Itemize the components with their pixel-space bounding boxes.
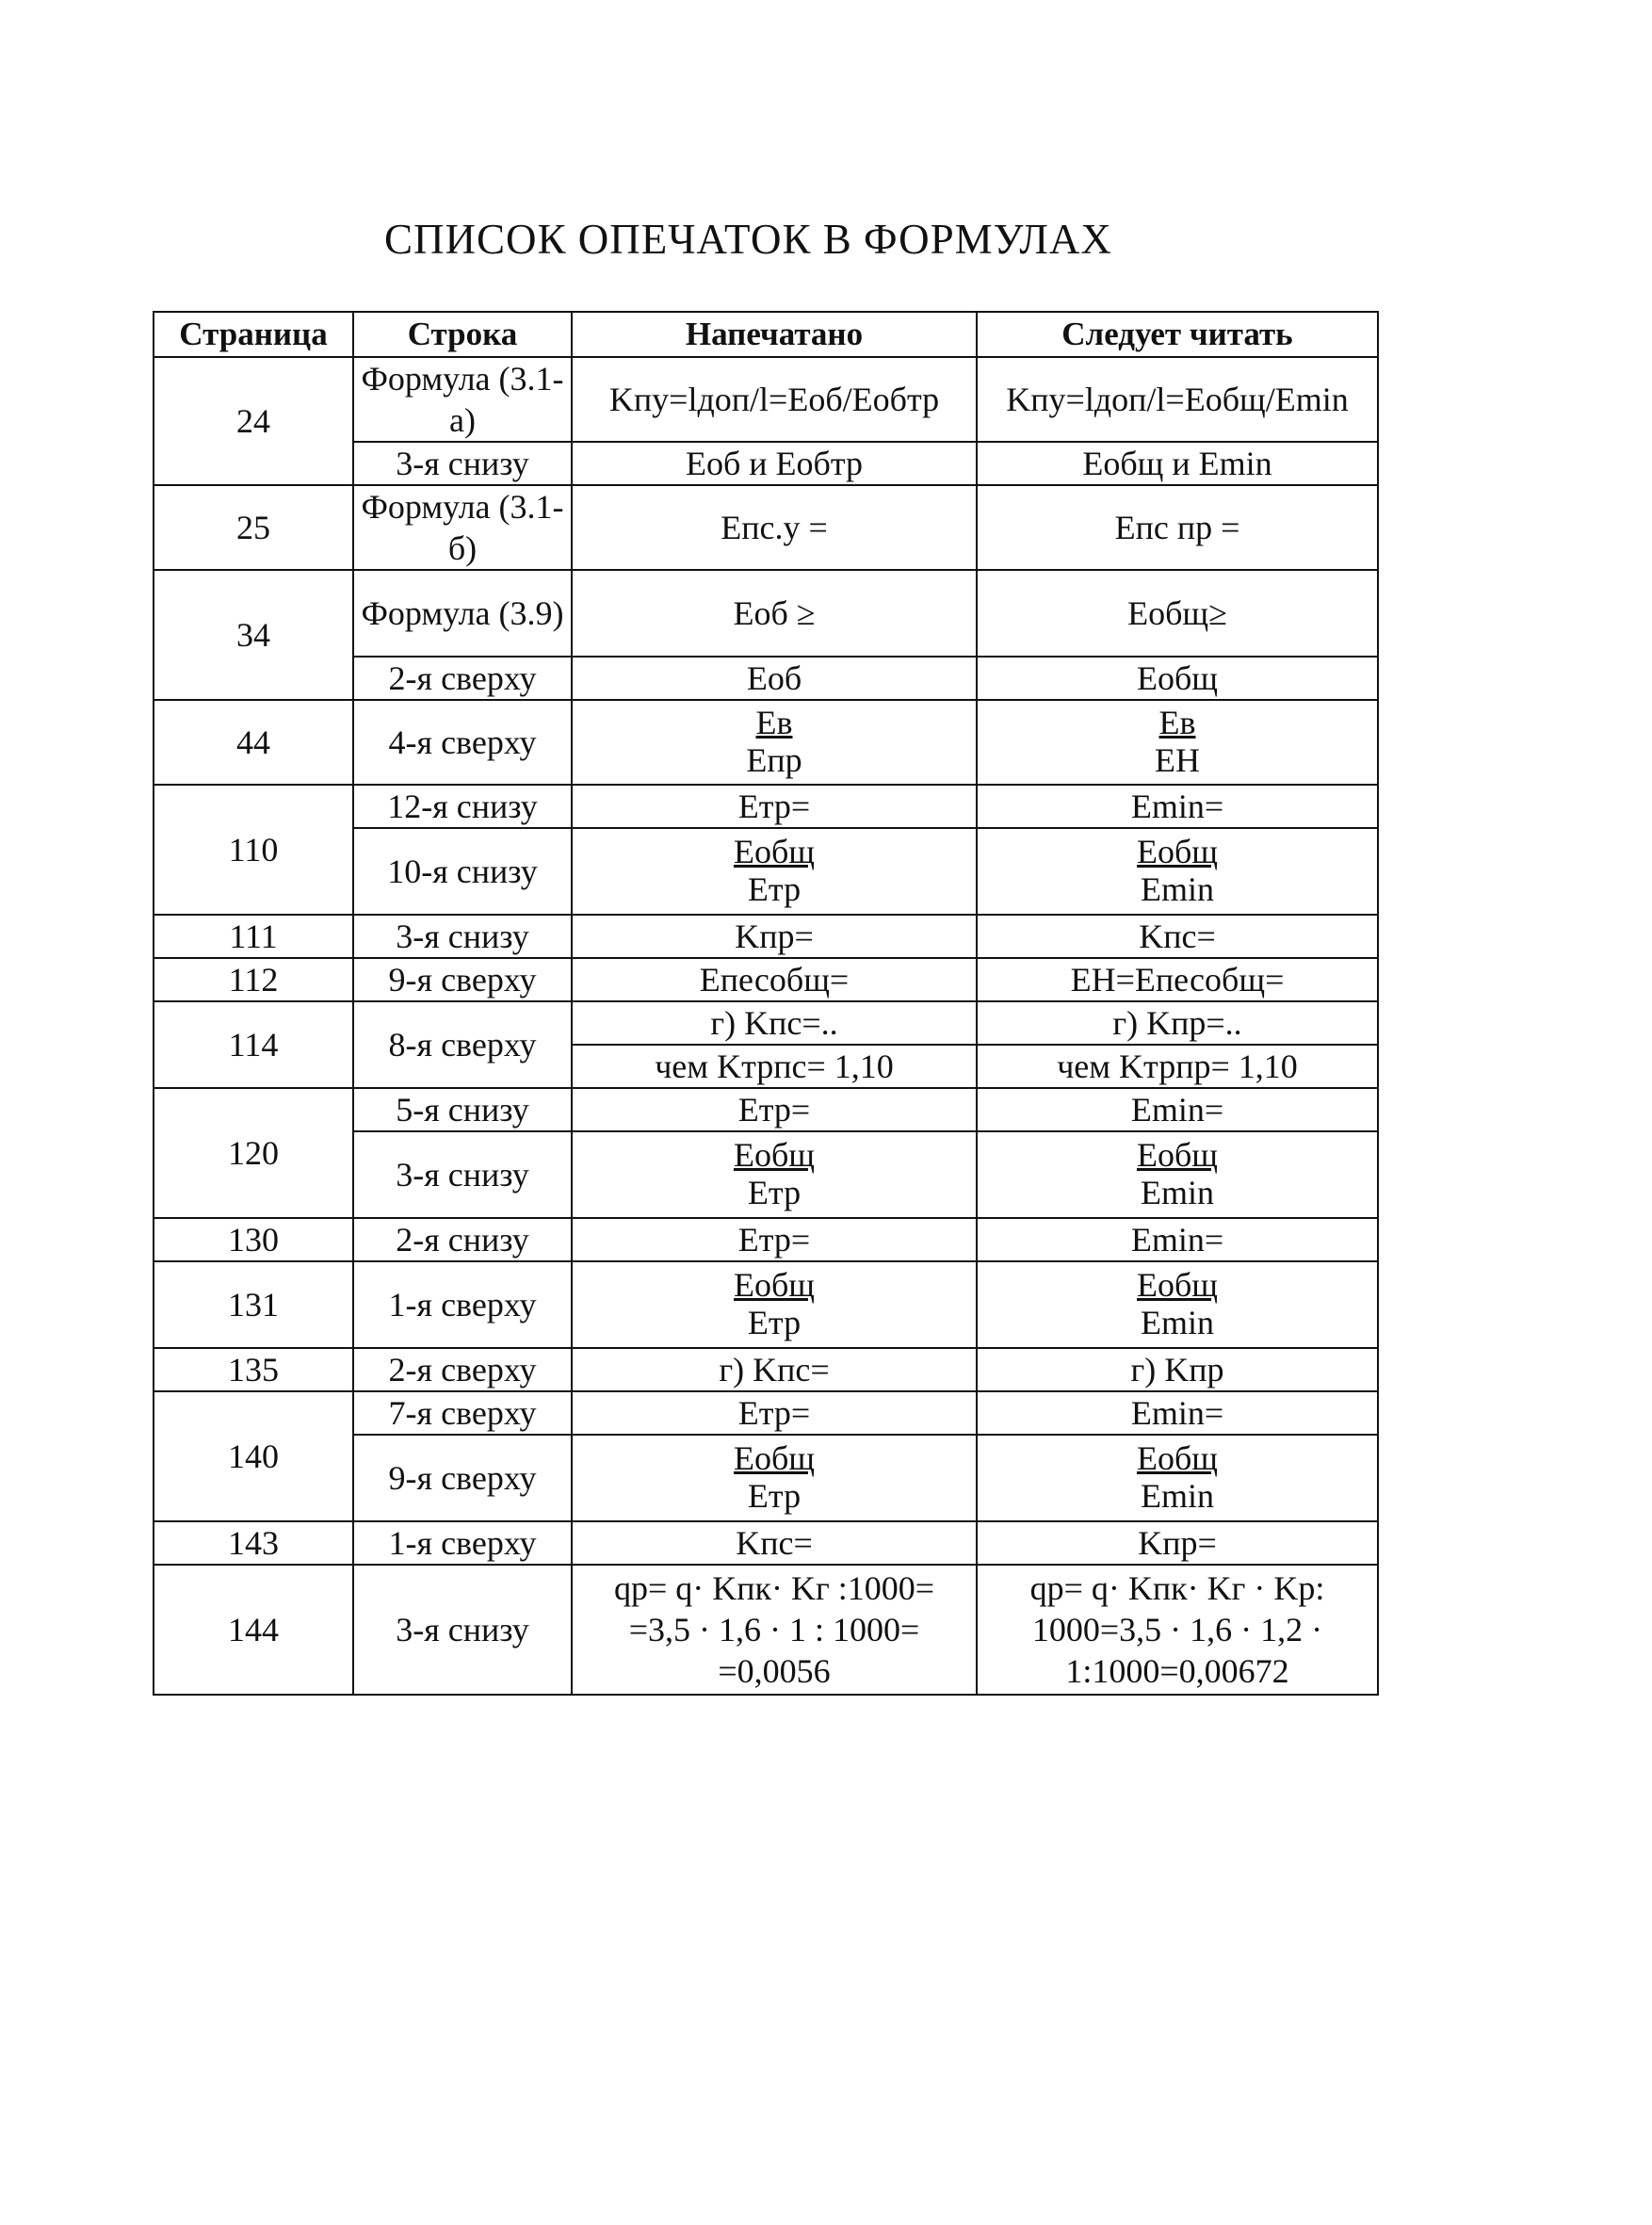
header-page: Страница (154, 312, 353, 357)
correct-cell: Eпс пр = (977, 485, 1378, 570)
page-cell: 144 (154, 1565, 353, 1695)
fraction (1137, 833, 1218, 908)
line-cell: 9-я сверху (353, 1435, 572, 1521)
printed-cell (572, 700, 977, 785)
table-row (154, 1521, 1378, 1565)
printed-cell (572, 828, 977, 915)
fraction-denominator: Eтр (747, 870, 802, 908)
fraction (1137, 1136, 1218, 1211)
correct-cell (977, 1131, 1378, 1218)
correct-cell: EН=Eпесобщ= (977, 958, 1378, 1001)
correct-cell (977, 1435, 1378, 1521)
fraction (746, 704, 802, 779)
printed-cell: Eпесобщ= (572, 958, 977, 1001)
correct-cell: Emin= (977, 1218, 1378, 1261)
table-row (154, 1261, 1378, 1348)
line-cell: 2-я сверху (353, 1348, 572, 1391)
line-cell: 10-я снизу (353, 828, 572, 915)
correct-cell: Emin= (977, 1391, 1378, 1435)
printed-cell: Eтр= (572, 1088, 977, 1131)
fraction (734, 1136, 815, 1211)
page-cell: 130 (154, 1218, 353, 1261)
fraction-numerator: Eобщ (733, 1266, 816, 1304)
fraction-numerator: Eобщ (1136, 833, 1219, 870)
correct-cell: Eобщ (977, 657, 1378, 700)
table-row (154, 1088, 1378, 1131)
fraction-denominator: Emin (1141, 1174, 1214, 1211)
table-row (154, 1001, 1378, 1045)
fraction (734, 1266, 815, 1341)
fraction (1155, 704, 1200, 779)
correct-cell: Kпр= (977, 1521, 1378, 1565)
fraction-denominator: Emin (1141, 870, 1214, 908)
correct-cell: Kпс= (977, 915, 1378, 958)
fraction (734, 833, 815, 908)
correct-cell: qр= q· Kпк· Kг · Kр: 1000=3,5 · 1,6 · 1,2 · 1:1000=0,00672 (977, 1565, 1378, 1695)
line-cell: 1-я сверху (353, 1261, 572, 1348)
printed-cell (572, 1131, 977, 1218)
fraction-denominator: Eтр (747, 1477, 802, 1515)
table-row (154, 1218, 1378, 1261)
line-cell: Формула (3.1-б) (353, 485, 572, 570)
fraction-denominator: Emin (1141, 1477, 1214, 1515)
correct-cell: чем Kтрпр= 1,10 (977, 1045, 1378, 1088)
line-cell: 1-я сверху (353, 1521, 572, 1565)
printed-cell (572, 1261, 977, 1348)
errata-table (153, 311, 1379, 1696)
header-printed: Напечатано (572, 312, 977, 357)
header-line: Строка (353, 312, 572, 357)
printed-cell: Eоб (572, 657, 977, 700)
fraction-denominator: EН (1155, 741, 1200, 779)
fraction-numerator: Eв (755, 704, 793, 741)
correct-cell (977, 828, 1378, 915)
line-cell: 2-я снизу (353, 1218, 572, 1261)
printed-cell: Kпр= (572, 915, 977, 958)
correct-cell: Emin= (977, 785, 1378, 828)
header-row (154, 312, 1378, 357)
page-cell: 25 (154, 485, 353, 570)
fraction-denominator: Eтр (747, 1174, 802, 1211)
fraction-numerator: Eобщ (733, 1439, 816, 1477)
page-cell: 114 (154, 1001, 353, 1088)
page-cell: 140 (154, 1391, 353, 1521)
page-cell: 44 (154, 700, 353, 785)
line-cell: Формула (3.9) (353, 570, 572, 657)
page-cell: 112 (154, 958, 353, 1001)
fraction (734, 1439, 815, 1515)
correct-cell: г) Kпр=.. (977, 1001, 1378, 1045)
page-cell: 24 (154, 357, 353, 485)
line-cell: 9-я сверху (353, 958, 572, 1001)
printed-cell: г) Kпс= (572, 1348, 977, 1391)
page-cell: 120 (154, 1088, 353, 1218)
line-cell: 3-я снизу (353, 442, 572, 485)
printed-cell: г) Kпс=.. (572, 1001, 977, 1045)
fraction-denominator: Eтр (747, 1304, 802, 1341)
correct-cell (977, 1261, 1378, 1348)
page-cell: 111 (154, 915, 353, 958)
table-row (154, 958, 1378, 1001)
table-row (154, 1391, 1378, 1435)
printed-cell: чем Kтрпс= 1,10 (572, 1045, 977, 1088)
line-cell: 5-я снизу (353, 1088, 572, 1131)
printed-cell: Kпу=lдоп/l=Eоб/Eобтр (572, 357, 977, 442)
table-row (154, 785, 1378, 828)
table-row (154, 700, 1378, 785)
fraction-denominator: Eпр (746, 741, 802, 779)
printed-cell: Eтр= (572, 1218, 977, 1261)
correct-cell: Kпу=lдоп/l=Eобщ/Emin (977, 357, 1378, 442)
table-row (154, 570, 1378, 657)
line-cell: 4-я сверху (353, 700, 572, 785)
correct-cell: Eобщ и Emin (977, 442, 1378, 485)
printed-cell: Eоб ≥ (572, 570, 977, 657)
fraction-numerator: Eобщ (1136, 1136, 1219, 1174)
line-cell: Формула (3.1-а) (353, 357, 572, 442)
line-cell: 3-я снизу (353, 1131, 572, 1218)
page-cell: 135 (154, 1348, 353, 1391)
correct-cell (977, 700, 1378, 785)
printed-cell: Eоб и Eобтр (572, 442, 977, 485)
fraction-numerator: Eобщ (1136, 1439, 1219, 1477)
page-cell: 143 (154, 1521, 353, 1565)
table-row (154, 1348, 1378, 1391)
printed-cell: Eтр= (572, 785, 977, 828)
fraction-numerator: Eв (1158, 704, 1196, 741)
fraction-denominator: Emin (1141, 1304, 1214, 1341)
table-row (154, 915, 1378, 958)
correct-cell: Eобщ≥ (977, 570, 1378, 657)
page-cell: 110 (154, 785, 353, 915)
table-row (154, 1565, 1378, 1695)
printed-cell: Kпс= (572, 1521, 977, 1565)
line-cell: 3-я снизу (353, 1565, 572, 1695)
line-cell: 12-я снизу (353, 785, 572, 828)
line-cell: 8-я сверху (353, 1001, 572, 1088)
fraction (1137, 1439, 1218, 1515)
correct-cell: г) Kпр (977, 1348, 1378, 1391)
page-cell: 34 (154, 570, 353, 700)
header-correct: Следует читать (977, 312, 1378, 357)
fraction-numerator: Eобщ (1136, 1266, 1219, 1304)
printed-cell (572, 1435, 977, 1521)
printed-cell: Eтр= (572, 1391, 977, 1435)
table-row (154, 357, 1378, 442)
line-cell: 7-я сверху (353, 1391, 572, 1435)
line-cell: 3-я снизу (353, 915, 572, 958)
printed-cell: qр= q· Kпк· Kг :1000= =3,5 · 1,6 · 1 : 1000= =0,0056 (572, 1565, 977, 1695)
fraction-numerator: Eобщ (733, 833, 816, 870)
page-cell: 131 (154, 1261, 353, 1348)
printed-cell: Eпс.у = (572, 485, 977, 570)
page-title: СПИСОК ОПЕЧАТОК В ФОРМУЛАХ (384, 216, 1112, 263)
line-cell: 2-я сверху (353, 657, 572, 700)
correct-cell: Emin= (977, 1088, 1378, 1131)
fraction-numerator: Eобщ (733, 1136, 816, 1174)
table-row (154, 485, 1378, 570)
fraction (1137, 1266, 1218, 1341)
